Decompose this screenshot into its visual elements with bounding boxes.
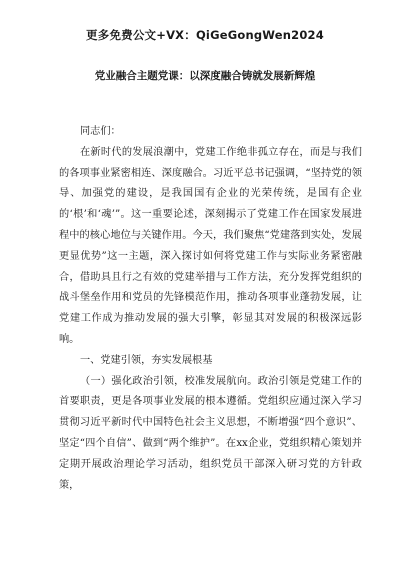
promo-header: 更多免费公文+VX：QiGeGongWen2024 [86,28,324,42]
salutation: 同志们： [80,126,121,137]
document-title: 党业融合主题党课：以深度融合铸就发展新辉煌 [94,70,316,82]
section-paragraph: （一）强化政治引领，校准发展航向。政治引领是党建工作的首要职责，更是各项事业发展的根本遵循。党组织应通过深入学习贯彻习近平新时代中国特色社会主义思想，不断增强“四个意识”、坚定“四个自信”、做到“两个维护”。在xx企业，党组织精心策划并定期开展政治理论学习活动，组织党员干部深入研习党的方针政策， [59,375,362,491]
body-paragraph: 在新时代的发展浪潮中，党建工作绝非孤立存在，而是与我们的各项事业紧密相连、深度融合。习近平总书记强调，“坚持党的领导、加强党的建设，是我国国有企业的光荣传统，是国有企业的‘根’和‘魂’”。这一重要论述，深刻揭示了党建工作在国家发展进程中的核心地位与关键作用。今天，我们聚焦“党建落到实处，发展更显优势”这一主题，深入探讨如何将党建工作与实际业务紧密融合，借助具且行之有效的党建举措与工作方法，充分发挥党组织的战斗堡垒作用和党员的先锋模范作用，推动各项事业蓬勃发展，让党建工作成为推动发展的强大引擎，彰显其对发展的积极深远影响。 [59,146,362,345]
document-body [59,122,362,496]
section-heading: 一、党建引领，夯实发展根基 [80,354,213,366]
